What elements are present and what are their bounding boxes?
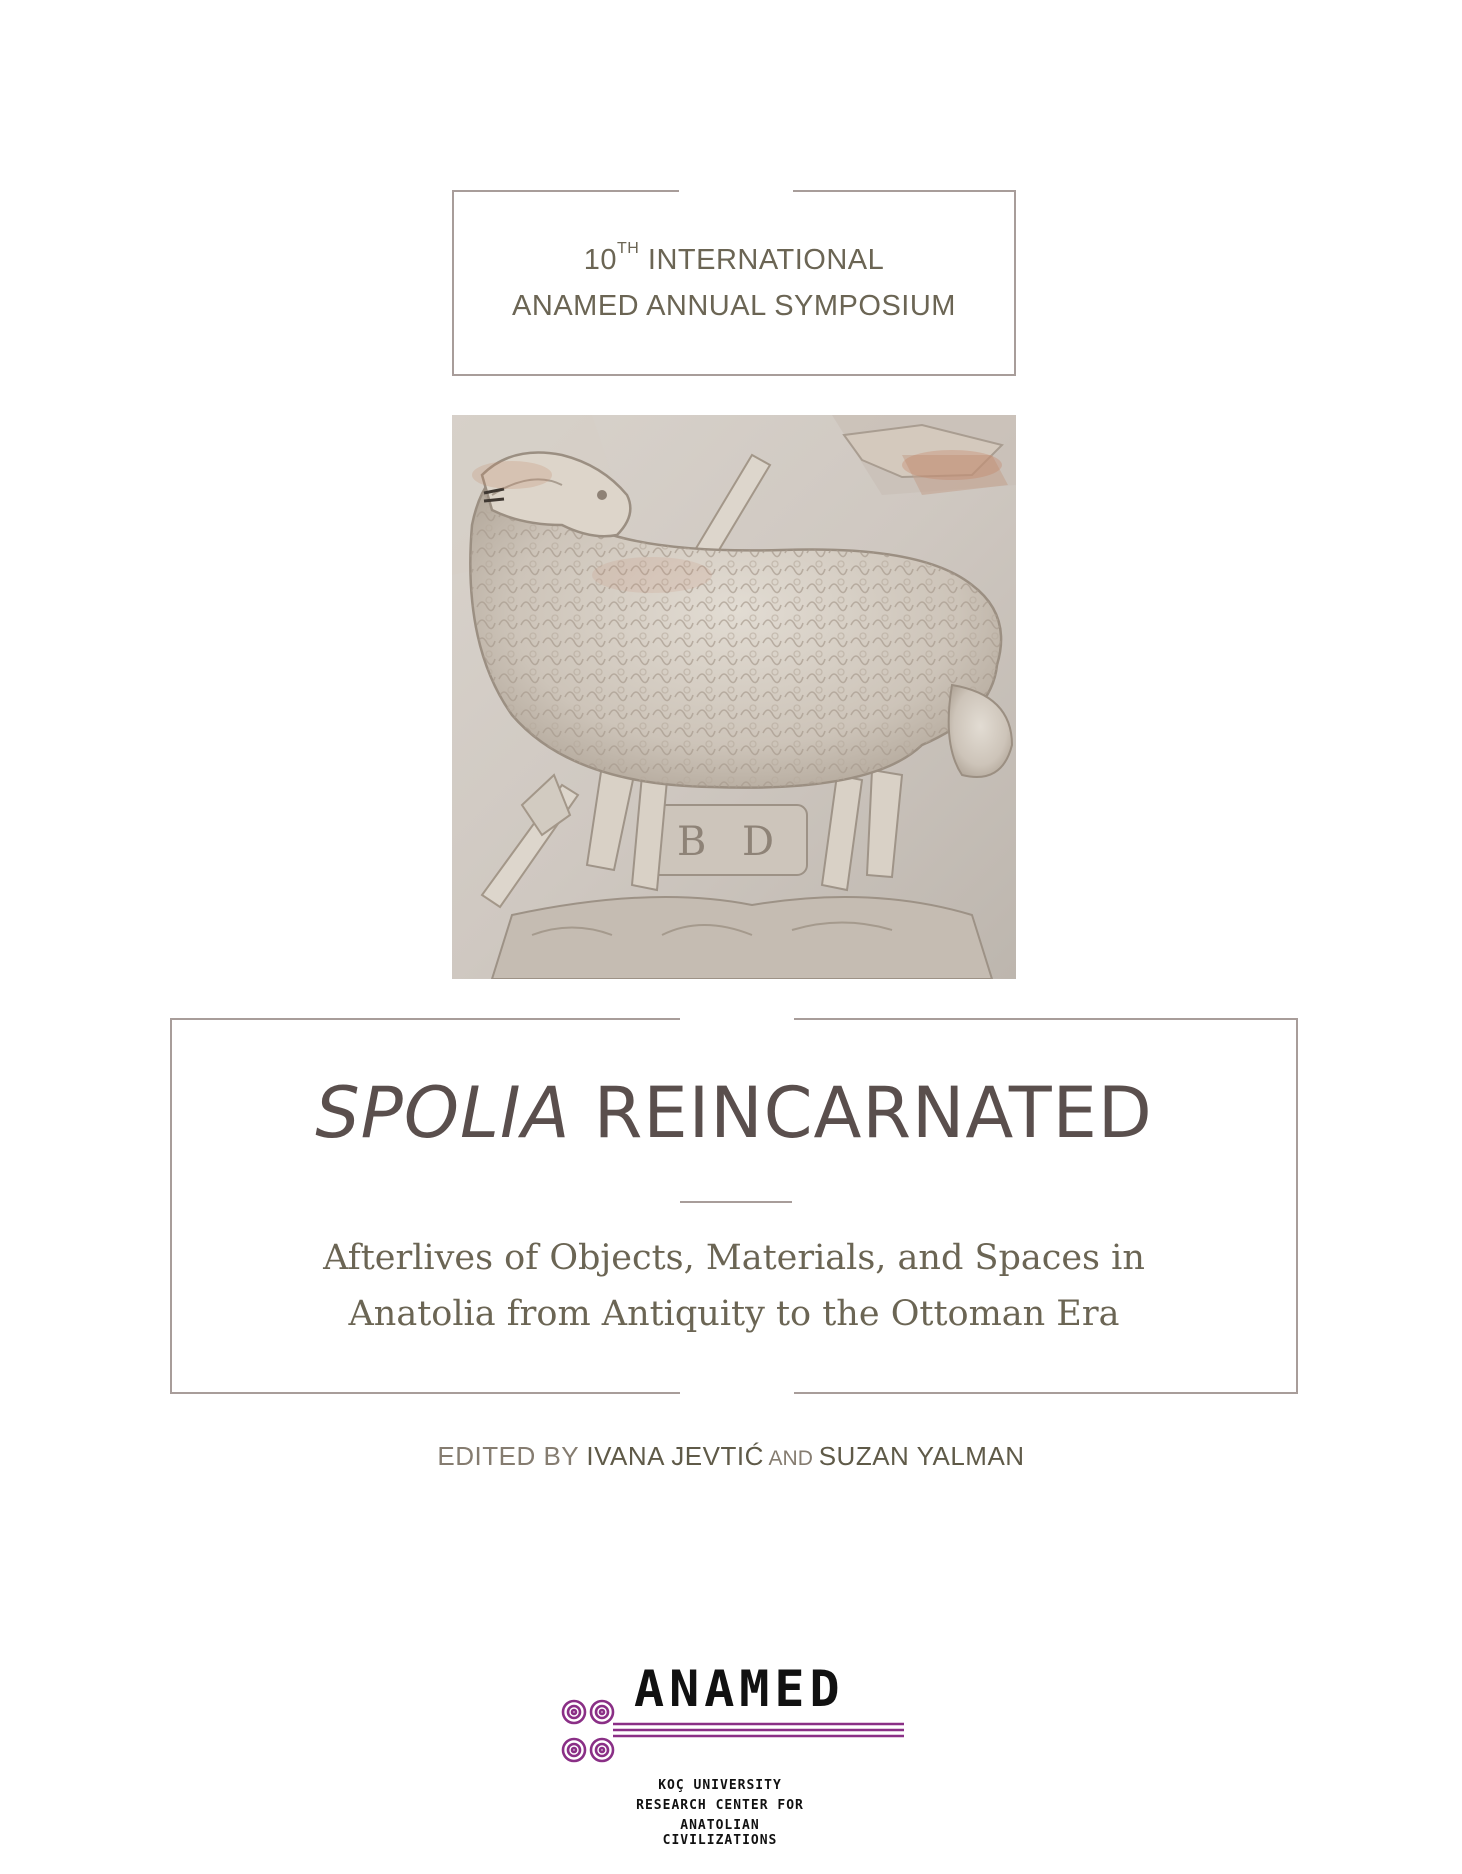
subtitle-line-2: Anatolia from Antiquity to the Ottoman Era [348,1294,1120,1334]
title-frame [170,1018,1298,1394]
cover-image-lamb-relief [452,415,1016,979]
editor-1: IVANA JEVTIĆ [586,1441,764,1471]
symposium-frame [452,190,1016,376]
book-title [172,1072,1296,1154]
spiral-ornament-icon [560,1694,910,1774]
svg-text:D: D [742,819,775,865]
frame-gap-top [680,1017,794,1021]
frame-gap-bottom [680,1391,794,1395]
frame-gap [679,189,793,193]
symposium-line-1: 10TH INTERNATIONAL [583,240,885,276]
title-italic: SPOLIA [315,1072,571,1154]
and-conjunction: AND [763,1447,819,1470]
logo-line-3: ANATOLIAN CIVILIZATIONS [662,1818,778,1848]
edited-by-label: EDITED BY [437,1441,587,1471]
logo-line-2: RESEARCH CENTER FOR [636,1798,804,1813]
subtitle-line-1: Afterlives of Objects, Materials, and Spaces in [323,1238,1145,1278]
symposium-line-2: ANAMED ANNUAL SYMPOSIUM [512,290,956,322]
anamed-logo [560,1660,910,1848]
logo-wordmark: ANAMED [634,1660,845,1718]
svg-text:B: B [677,819,707,865]
editor-2: SUZAN YALMAN [818,1441,1025,1471]
logo-line-1: KOÇ UNIVERSITY [658,1778,782,1793]
editors-credit [0,1441,1462,1472]
title-rest: REINCARNATED [570,1072,1153,1154]
title-divider [680,1201,792,1203]
